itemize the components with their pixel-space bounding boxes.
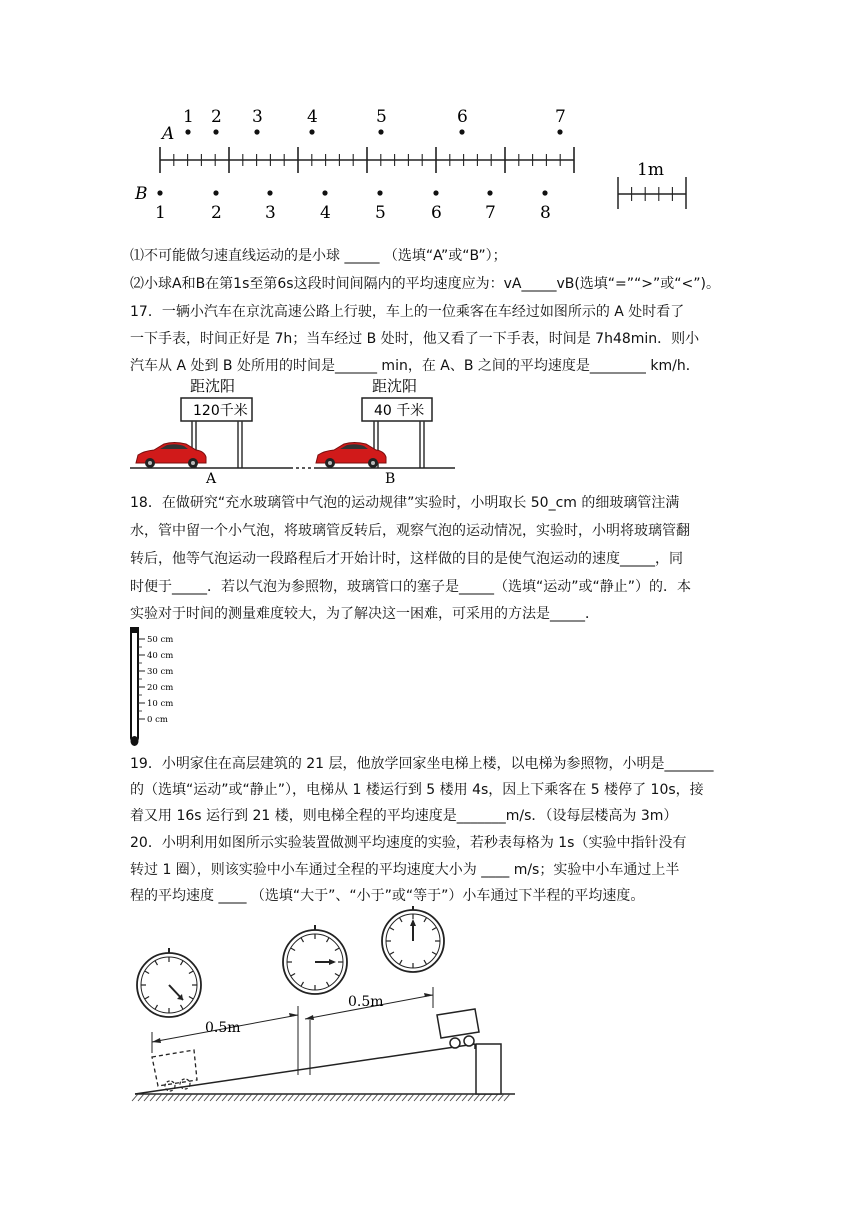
ball-b-dot xyxy=(542,190,547,195)
q19-line3: 着又用 16s 运行到 21 楼，则电梯全程的平均速度是_______m/s．（设每层楼高为 3m） xyxy=(130,808,678,824)
ball-a-dot xyxy=(185,129,190,134)
label-lower-half: 0.5m xyxy=(205,1020,241,1036)
ball-a-number: 5 xyxy=(376,107,387,127)
label-b: B xyxy=(385,471,396,485)
ruler-figure xyxy=(120,95,710,230)
tube-mark-label: 50 cm xyxy=(147,635,174,645)
ball-a-number: 4 xyxy=(307,107,318,127)
q18-line1: 18．在做研究“充水玻璃管中气泡的运动规律”实验时，小明取长 50_cm 的细玻璃管注满 xyxy=(130,495,680,511)
q17-line2: 一下手表，时间正好是 7h；当车经过 B 处时，他又看了一下手表，时间是 7h48min．则小 xyxy=(130,331,700,347)
cart-start-position xyxy=(152,1050,197,1091)
ground-hatch xyxy=(132,1094,510,1101)
q20-line3: 程的平均速度 ____ （选填“大于”、“小于”或“等于”）小车通过下半程的平均速度。 xyxy=(130,888,645,904)
row-a-label: A xyxy=(162,124,175,144)
ball-a-dot xyxy=(254,129,259,134)
ball-b-numbers xyxy=(155,203,551,223)
sign-a-title: 距沈阳 xyxy=(190,377,236,395)
q18-line5: 实验对于时间的测量难度较大，为了解决这一困难，可采用的方法是_____． xyxy=(130,606,599,622)
ball-a-number: 7 xyxy=(555,107,566,127)
ball-b-dot xyxy=(433,190,438,195)
ball-a-dot xyxy=(557,129,562,134)
sign-b-value: 40 千米 xyxy=(374,403,425,419)
scale-label: 1m xyxy=(637,160,664,180)
ball-a-numbers xyxy=(183,107,566,127)
q17-line3: 汽车从 A 处到 B 处所用的时间是______ min，在 A、B 之间的平均速度是________ km/h． xyxy=(130,358,700,374)
tube-mark-label: 30 cm xyxy=(147,667,174,677)
ball-a-dot xyxy=(378,129,383,134)
ball-a-dot xyxy=(213,129,218,134)
ball-b-dots xyxy=(157,190,547,195)
label-upper-half: 0.5m xyxy=(348,994,384,1010)
stopwatch-icon xyxy=(382,906,444,972)
scale-bar xyxy=(618,160,686,209)
tube-scale xyxy=(138,635,173,725)
tube-stopper xyxy=(130,627,139,633)
ball-a-number: 1 xyxy=(183,107,194,127)
ball-b-number: 4 xyxy=(320,203,331,223)
stopwatch-icon xyxy=(137,948,201,1017)
incline-figure xyxy=(130,905,520,1105)
ball-b-dot xyxy=(267,190,272,195)
q20-line1: 20．小明利用如图所示实验装置做测平均速度的实验，若秒表每格为 1s（实验中指针没有 xyxy=(130,835,687,851)
sign-a-value: 120千米 xyxy=(193,403,248,419)
main-ruler xyxy=(160,147,574,173)
ball-a-dot xyxy=(459,129,464,134)
tube-figure xyxy=(128,625,198,749)
q18-line3: 转后，他等气泡运动一段路程后才开始计时，这样做的目的是使气泡运动的速度_____，同 xyxy=(130,551,683,567)
car-figure xyxy=(130,375,460,485)
ball-b-number: 6 xyxy=(431,203,442,223)
tube-mark-label: 0 cm xyxy=(147,715,168,725)
ball-a-number: 2 xyxy=(211,107,222,127)
q19-line2: 的（选填“运动”或“静止”），电梯从 1 楼运行到 5 楼用 4s，因上下乘客在 5 楼停了 10s，接 xyxy=(130,782,704,798)
cart-icon xyxy=(437,1009,479,1048)
q19-line1: 19．小明家住在高层建筑的 21 层，他放学回家坐电梯上楼，以电梯为参照物，小明是_______ xyxy=(130,756,714,772)
ball-b-number: 7 xyxy=(485,203,496,223)
sign-b-title: 距沈阳 xyxy=(372,377,418,395)
ball-b-number: 2 xyxy=(211,203,222,223)
label-a: A xyxy=(206,471,217,485)
ball-b-dot xyxy=(377,190,382,195)
q17-line1: 17．一辆小汽车在京沈高速公路上行驶，车上的一位乘客在车经过如图所示的 A 处时看了 xyxy=(130,304,685,320)
car-icon xyxy=(316,443,386,469)
ball-b-number: 5 xyxy=(375,203,386,223)
q16-part1: ⑴不可能做匀速直线运动的是小球 _____ （选填“A”或“B”）； xyxy=(130,248,507,264)
q18-line4: 时便于_____．若以气泡为参照物，玻璃管口的塞子是_____（选填“运动”或“静止”）的．本 xyxy=(130,579,692,595)
q18-line2: 水，管中留一个小气泡，将玻璃管反转后，观察气泡的运动情况，实验时，小明将玻璃管翻 xyxy=(130,523,690,539)
ball-a-number: 3 xyxy=(252,107,263,127)
ball-b-number: 8 xyxy=(540,203,551,223)
ball-b-dot xyxy=(322,190,327,195)
ball-a-dot xyxy=(309,129,314,134)
ball-a-number: 6 xyxy=(457,107,468,127)
row-b-label: B xyxy=(135,184,148,204)
q20-line2: 转过 1 圈），则该实验中小车通过全程的平均速度大小为 ____ m/s；实验中小车通过上半 xyxy=(130,862,680,878)
ball-b-dot xyxy=(213,190,218,195)
q16-part2: ⑵小球A和B在第1s至第6s这段时间间隔内的平均速度应为：vA_____vB(选填“=”“>”或“<”)。 xyxy=(130,276,720,292)
tube-mark-label: 10 cm xyxy=(147,699,174,709)
tube-mark-label: 20 cm xyxy=(147,683,174,693)
ball-b-number: 3 xyxy=(265,203,276,223)
support-block xyxy=(476,1044,501,1094)
ball-b-number: 1 xyxy=(155,203,166,223)
stopwatch-icon xyxy=(283,925,347,994)
ball-b-dot xyxy=(157,190,162,195)
ball-b-dot xyxy=(487,190,492,195)
incline-plane xyxy=(135,1044,475,1094)
ball-a-dots xyxy=(185,129,562,134)
tube-mark-label: 40 cm xyxy=(147,651,174,661)
glass-tube xyxy=(131,629,138,741)
